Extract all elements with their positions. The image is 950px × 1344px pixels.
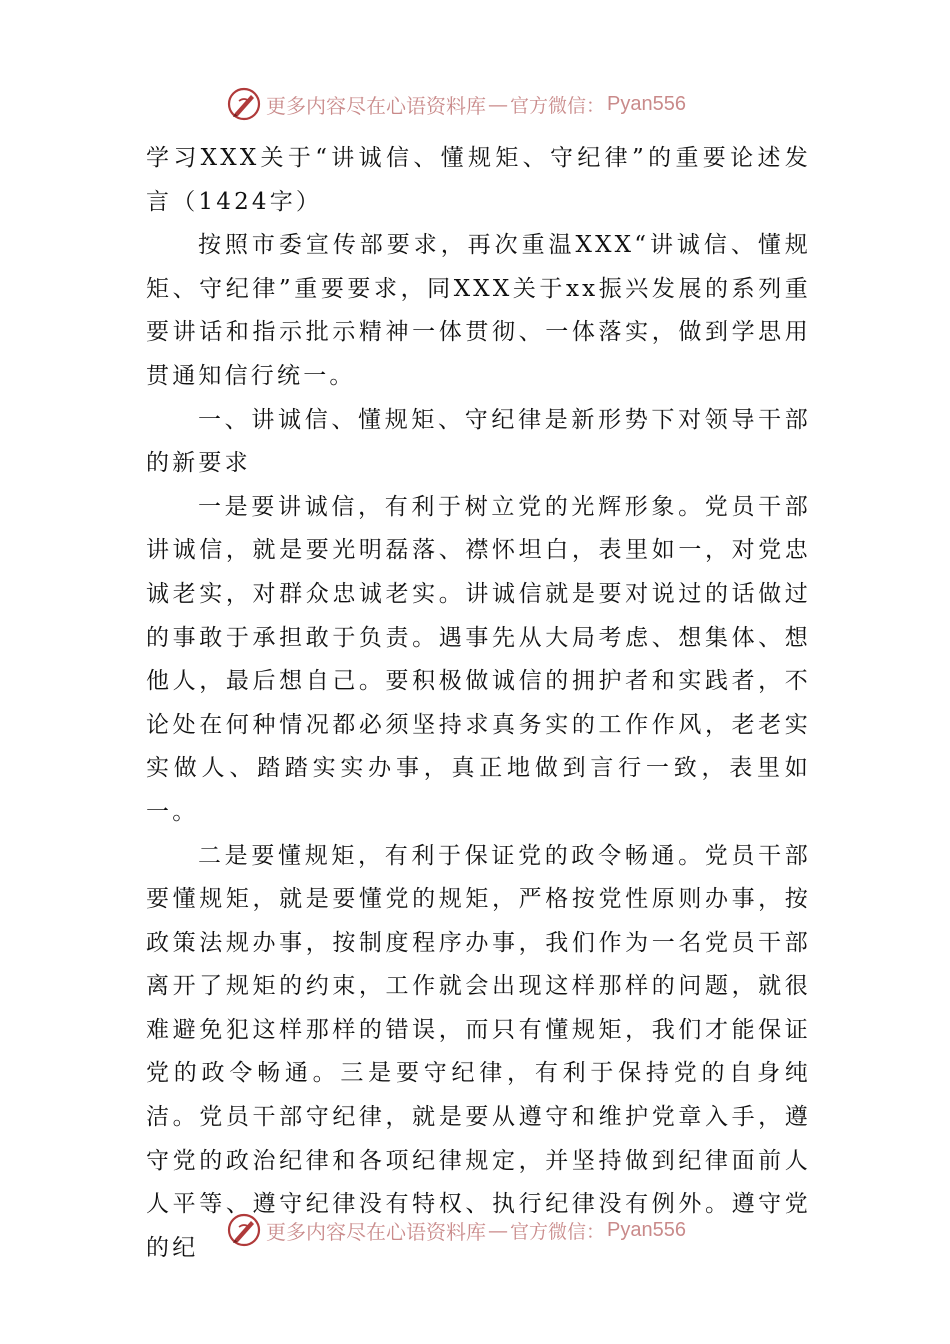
document-title: 学习XXX关于“讲诚信、懂规矩、守纪律”的重要论述发言（1424字） [146, 145, 811, 215]
banner-wechat-id: Pyan556 [607, 1218, 686, 1241]
paragraph-rules-discipline: 二是要懂规矩，有利于保证党的政令畅通。党员干部要懂规矩，就是要懂党的规矩，严格按党性原则办事，按政策法规办事，按制度程序办事，我们作为一名党员干部离开了规矩的约束，工作就会出现这样那样的问题，就很难避免犯这样那样的错误，而只有懂规矩，我们才能保证党的政令畅通。三是要守纪律，有利于保持党的自身纯洁。党员干部守纪律，就是要从遵守和维护党章入手，遵守党的政治纪律和各项纪律规定，并坚持做到纪律面前人人平等、遵守纪律没有特权、执行纪律没有例外。遵守党的纪 [146, 842, 811, 1261]
document-body [146, 137, 811, 1270]
banner-separator: — [488, 1218, 508, 1242]
paragraph-integrity: 一是要讲诚信，有利于树立党的光辉形象。党员干部讲诚信，就是要光明磊落、襟怀坦白，表里如一，对党忠诚老实，对群众忠诚老实。讲诚信就是要对说过的话做过的事敢于承担敢于负责。遇事先从大局考虑、想集体、想他人，最后想自己。要积极做诚信的拥护者和实践者，不论处在何种情况都必须坚持求真务实的工作作风，老老实实做人、踏踏实实办事，真正地做到言行一致，表里如一。 [146, 493, 811, 825]
header-watermark-banner [226, 84, 686, 124]
banner-text: 更多内容尽在心语资料库 [266, 93, 486, 118]
banner-wechat-label: 官方微信： [510, 1220, 606, 1243]
footer-watermark-banner [226, 1210, 686, 1250]
paragraph-intro: 按照市委宣传部要求，再次重温XXX“讲诚信、懂规矩、守纪律”重要要求，同XXX关于xx振兴发展的系列重要讲话和指示批示精神一体贯彻、一体落实，做到学思用贯通知信行统一。 [146, 232, 811, 389]
banner-separator: — [488, 92, 508, 116]
pen-logo-icon [226, 86, 262, 122]
banner-wechat-label: 官方微信： [510, 94, 606, 117]
banner-wechat-id: Pyan556 [607, 92, 686, 115]
section-heading-1: 一、讲诚信、懂规矩、守纪律是新形势下对领导干部的新要求 [146, 406, 811, 477]
pen-logo-icon [226, 1212, 262, 1248]
banner-text: 更多内容尽在心语资料库 [266, 1219, 486, 1244]
